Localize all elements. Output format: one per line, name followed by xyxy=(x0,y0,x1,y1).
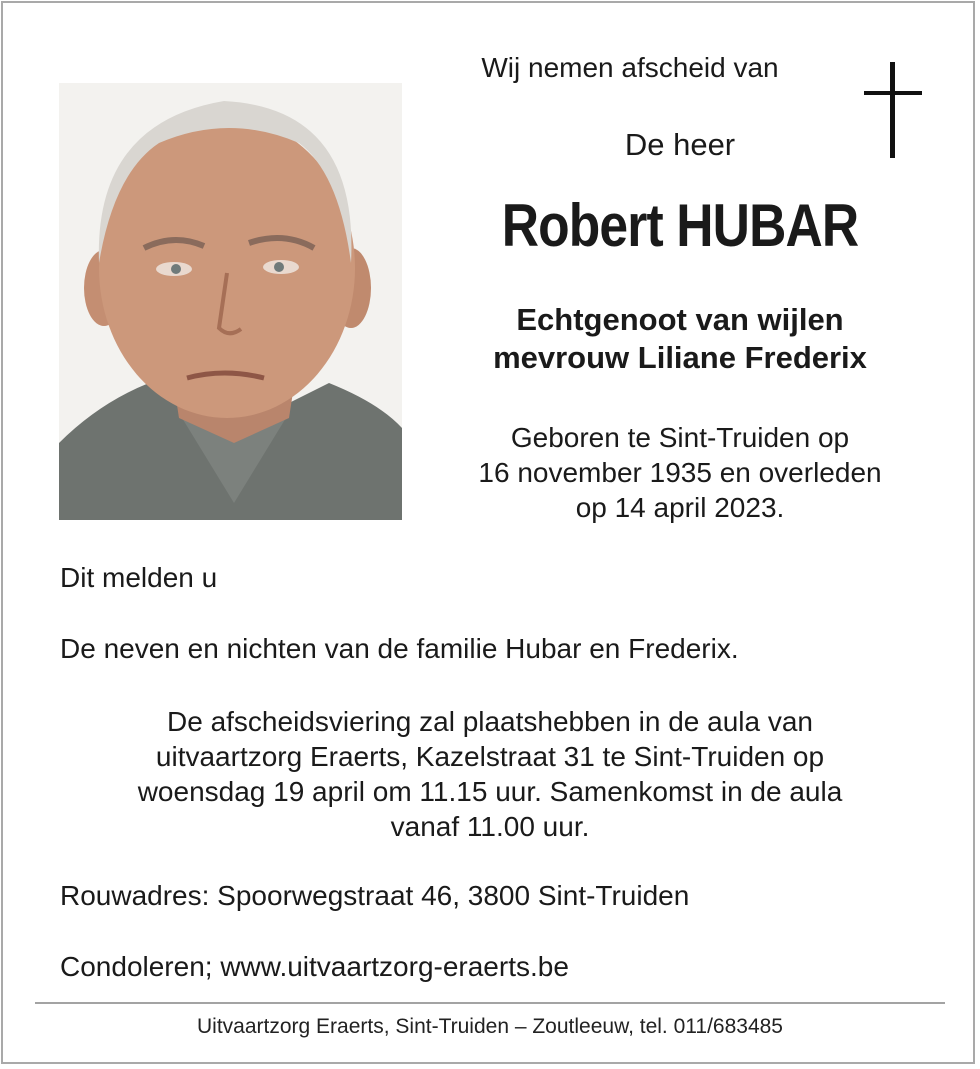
ceremony-line: uitvaartzorg Eraerts, Kazelstraat 31 te Sint-Truiden op xyxy=(155,741,825,772)
condolences-link[interactable]: Condoleren; www.uitvaartzorg-eraerts.be xyxy=(60,951,569,982)
mourning-address: Rouwadres: Spoorwegstraat 46, 3800 Sint-Truiden xyxy=(60,880,690,911)
ceremony-line: De afscheidsviering zal plaatshebben in de aula van xyxy=(167,706,813,737)
ceremony-line: woensdag 19 april om 11.15 uur. Samenkomst in de aula xyxy=(137,776,843,807)
portrait-photo xyxy=(59,83,402,520)
birth-death-info xyxy=(430,420,930,525)
born-line: op 14 april 2023. xyxy=(575,492,785,523)
funeral-home-footer: Uitvaartzorg Eraerts, Sint-Truiden – Zoutleeuw, tel. 011/683485 xyxy=(197,1015,783,1038)
spouse-line: mevrouw Liliane Frederix xyxy=(493,340,867,375)
intro-text: Wij nemen afscheid van xyxy=(481,52,779,83)
ceremony-info xyxy=(60,704,920,844)
born-line: Geboren te Sint-Truiden op xyxy=(510,422,850,453)
footer-divider xyxy=(35,1002,945,1004)
born-line: 16 november 1935 en overleden xyxy=(478,457,882,488)
spouse-line: Echtgenoot van wijlen xyxy=(516,302,844,337)
family-text: De neven en nichten van de familie Hubar en Frederix. xyxy=(60,633,739,664)
ceremony-line: vanaf 11.00 uur. xyxy=(390,811,590,842)
deceased-name: Robert HUBAR xyxy=(501,192,859,259)
spouse-info xyxy=(430,301,930,377)
honorific: De heer xyxy=(624,127,736,162)
announce-text: Dit melden u xyxy=(60,562,218,593)
